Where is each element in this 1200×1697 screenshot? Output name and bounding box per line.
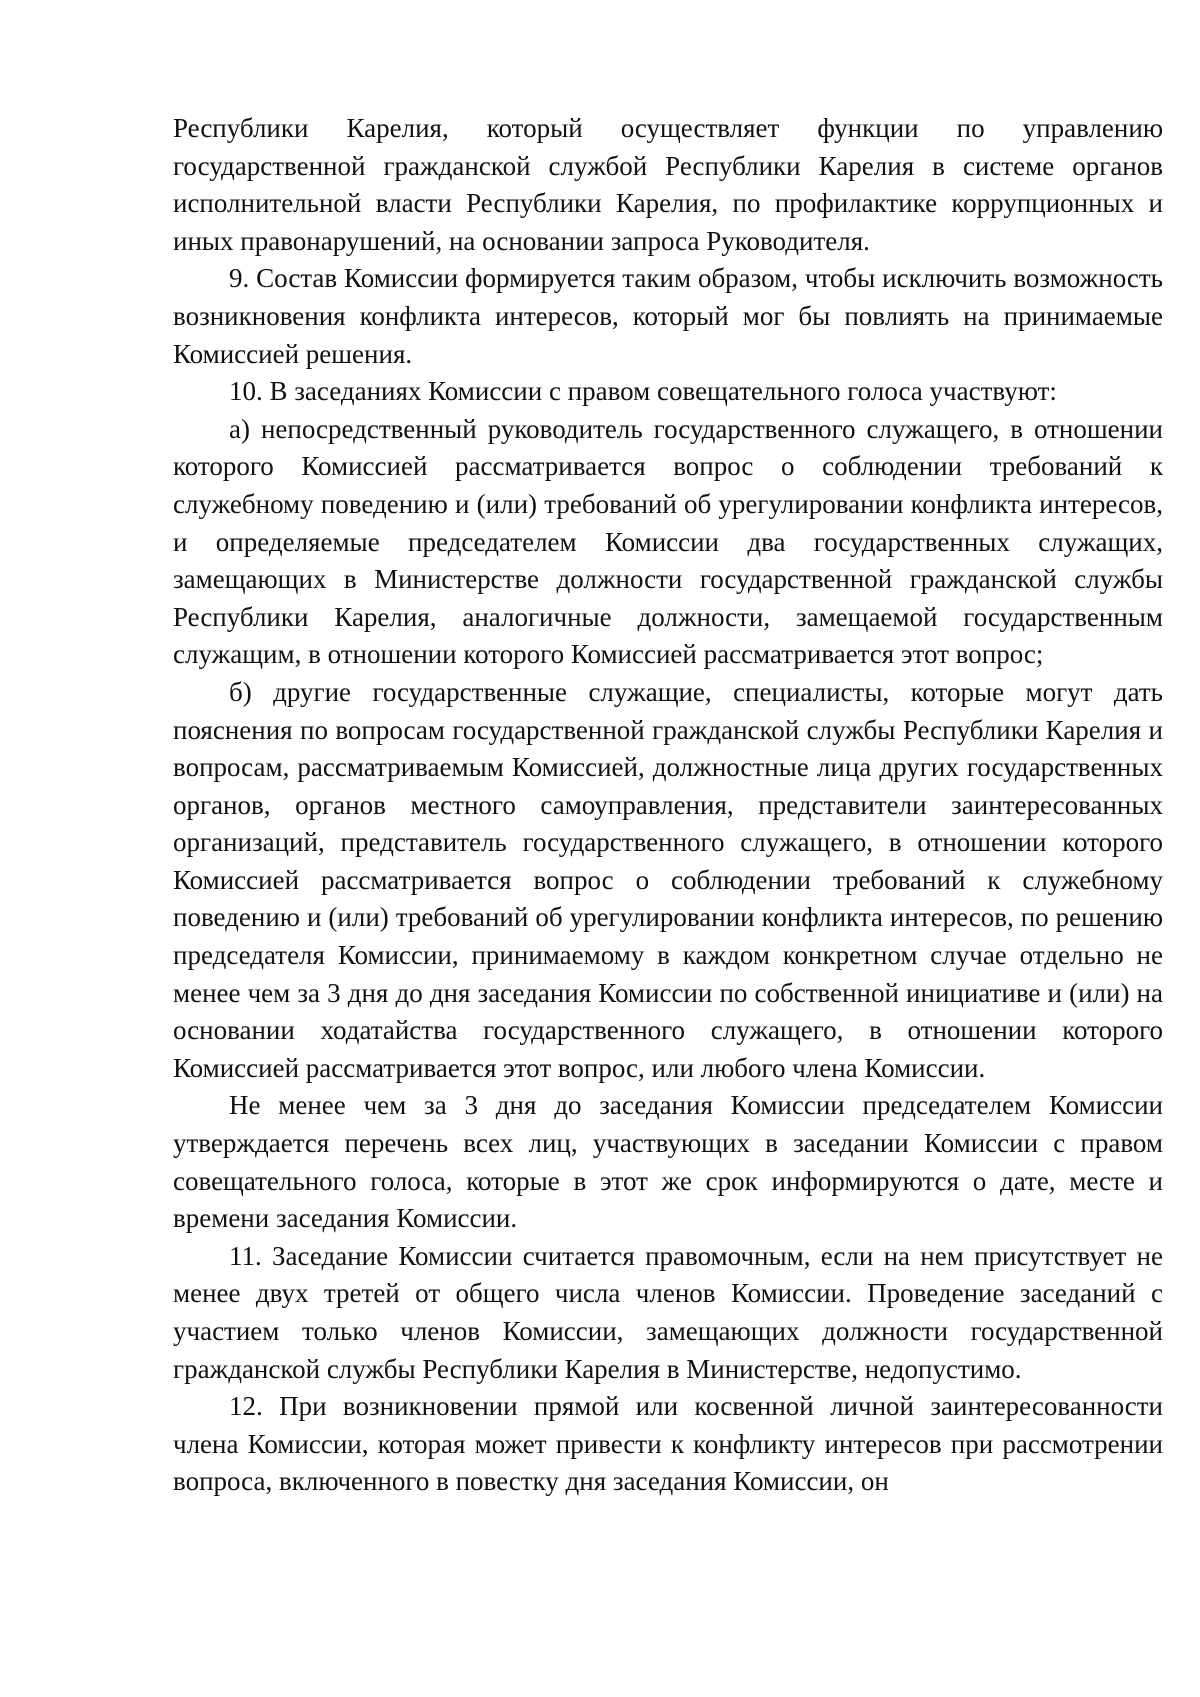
paragraph-item-10: 10. В заседаниях Комиссии с правом совещательного голоса участвуют: [229,376,1057,407]
paragraph-item-10-a: а) непосредственный руководитель государственного служащего, в отношении которого Комиссией рассматривается вопрос о соблюдении требований к служебному поведению и (или) требований об урегулировании конфликта интересов, и определяемые председателем Комиссии два государственных служащих, замещающих в Министерстве должности государственной гражданской службы Республики Карелия, аналогичные должности, замещаемой государственным служащим, в отношении которого Комиссией рассматривается этот вопрос; [173,413,1163,670]
paragraph-item-12: 12. При возникновении прямой или косвенной личной заинтересованности члена Комиссии, которая может привести к конфликту интересов при рассмотрении вопроса, включенного в повестку дня заседания Комиссии, он [173,1391,1163,1497]
paragraph-continuation: Республики Карелия, который осуществляет функции по управлению государственной гражданской службой Республики Карелия в системе органов исполнительной власти Республики Карелия, по профилактике коррупционных и иных правонарушений, на основании запроса Руководителя. [173,113,1163,256]
document-body [173,110,1163,1501]
paragraph-item-9: 9. Состав Комиссии формируется таким образом, чтобы исключить возможность возникновения конфликта интересов, который мог бы повлиять на принимаемые Комиссией решения. [173,263,1163,369]
paragraph-item-11: 11. Заседание Комиссии считается правомочным, если на нем присутствует не менее двух третей от общего числа членов Комиссии. Проведение заседаний с участием только членов Комиссии, замещающих должности государственной гражданской службы Республики Карелия в Министерстве, недопустимо. [173,1240,1163,1384]
paragraph-item-10-b: б) другие государственные служащие, специалисты, которые могут дать пояснения по вопросам государственной гражданской службы Республики Карелия и вопросам, рассматриваемым Комиссией, должностные лица других государственных органов, органов местного самоуправления, представители заинтересованных организаций, представитель государственного служащего, в отношении которого Комиссией рассматривается вопрос о соблюдении требований к служебному поведению и (или) требований об урегулировании конфликта интересов, по решению председателя Комиссии, принимаемому в каждом конкретном случае отдельно не менее чем за 3 дня до дня заседания Комиссии по собственной инициативе и (или) на основании ходатайства государственного служащего, в отношении которого Комиссией рассматривается этот вопрос, или любого члена Комиссии. [173,676,1163,1083]
paragraph-item-10-note: Не менее чем за 3 дня до заседания Комиссии председателем Комиссии утверждается перечень всех лиц, участвующих в заседании Комиссии с правом совещательного голоса, которые в этот же срок информируются о дате, месте и времени заседания Комиссии. [173,1090,1163,1234]
